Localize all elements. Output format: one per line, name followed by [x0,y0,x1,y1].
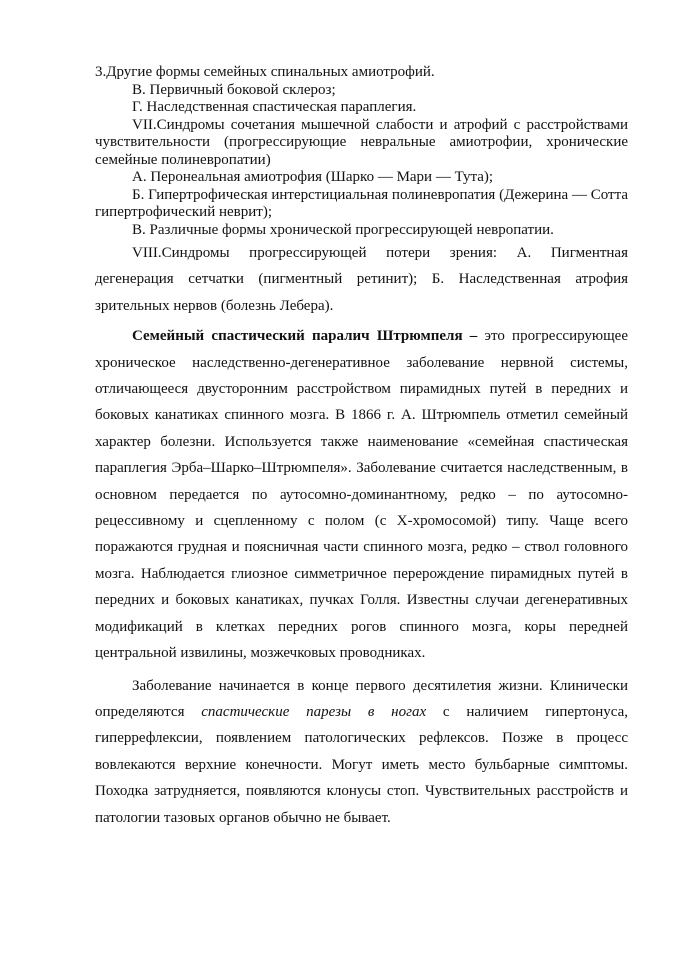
section-7-item-b: Б. Гипертрофическая интерстициальная полиневропатия (Дежерина — Сотта гипертрофический неврит); [95,186,628,220]
italic-spastic-paresis: спастические парезы в ногах [201,703,427,720]
section-7-item-a: А. Перонеальная амиотрофия (Шарко — Мари — Тута); [132,169,494,185]
paragraph-strumpell-text: это прогрессирующее хроническое наследственно-дегенеративное заболевание нервной системы, отличающееся двусторонним расстройством пирамидных путей в передних и боковых канатиках спинного мозга. В 1866 г. А. Штрюмпель отметил семейный характер болезни. Используется также наименование «семейная спастическая параплегия Эрба–Шарко–Штрюмпеля». Заболевание считается наследственным, в основном передается по аутосомно-доминантному, редко – по аутосомно-рецессивному и сцепленному с полом (с Х-хромосомой) типу. Чаще всего поражаются грудная и поясничная части спинного мозга, редко – ствол головного мозга. Наблюдается глиозное симметричное перерождение пирамидных путей в передних и боковых канатиках, пучках Голля. Известны случаи дегенеративных модификаций в клетках передних рогов спинного мозга, коры передней центральной извилины, мозжечковых проводниках. [95,328,628,662]
paragraph-onset [95,673,628,831]
list-item-g: Г. Наследственная спастическая параплегия. [132,99,417,115]
paragraph-onset-text-before: Заболевание начинается в конце первого десятилетия жизни. Клинически определяются [95,677,628,720]
term-strumpell: Семейный спастический паралич Штрюмпеля – [132,328,478,345]
paragraph-strumpell [95,323,628,666]
list-item-v: В. Первичный боковой склероз; [132,81,336,98]
section-8-text: VIII.Синдромы прогрессирующей потери зрения: А. Пигментная дегенерация сетчатки (пигментный ретинит); Б. Наследственная атрофия зрительных нервов (болезнь Лебера). [95,245,628,314]
section-7-heading: VII.Синдромы сочетания мышечной слабости и атрофий с расстройствами чувствительности (прогрессирующие невральные амиотрофии, хронические семейные полиневропатии) [95,116,628,168]
document-page [95,64,628,831]
section-7-item-c: В. Различные формы хронической прогрессирующей невропатии. [132,221,554,238]
paragraph-onset-text-after: с наличием гипертонуса, гиперрефлексии, появлением патологических рефлексов. Позже в процесс вовлекаются верхние конечности. Могут иметь место бульбарные симптомы. Походка затрудняется, появляются клонусы стоп. Чувствительных расстройств и патологии тазовых органов обычно не бывает. [95,703,628,826]
list-item-3: 3.Другие формы семейных спинальных амиотрофий. [95,64,435,80]
